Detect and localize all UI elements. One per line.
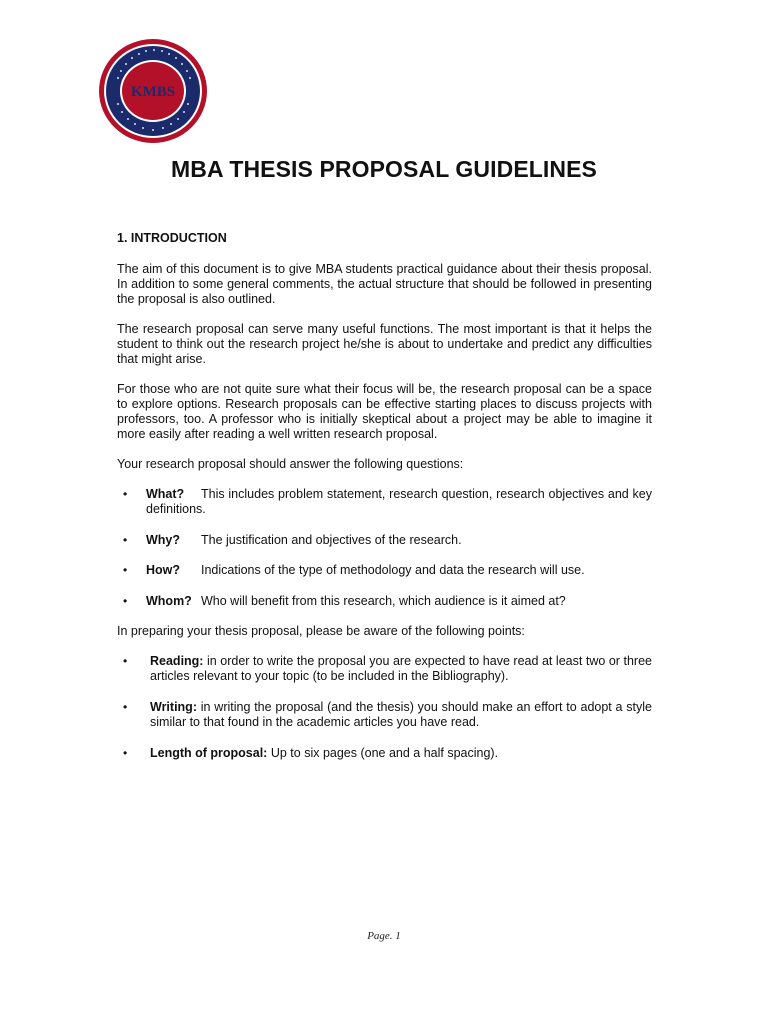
question-item-whom [117, 594, 652, 609]
point-item-reading [117, 654, 652, 684]
question-item-why [117, 533, 652, 548]
question-text: The justification and objectives of the research. [201, 533, 462, 547]
point-item-writing [117, 700, 652, 730]
bullet-icon: • [123, 700, 128, 714]
paragraph-3: For those who are not quite sure what their focus will be, the research proposal can be a space to explore options. Research proposals can be effective starting places to discuss projects with professors, too. A professor who is initially skeptical about a project may be able to imagine it more easily after reading a well written research proposal. [117, 382, 652, 441]
bullet-icon: • [123, 594, 128, 608]
paragraph-2: The research proposal can serve many useful functions. The most important is that it helps the student to think out the research project he/she is about to undertake and predict any difficulties that might arise. [117, 322, 652, 366]
bullet-icon: • [123, 746, 128, 760]
point-text: in writing the proposal (and the thesis) you should make an effort to adopt a style similar to that found in the academic articles you have read. [150, 700, 652, 729]
question-key: Whom? [146, 594, 192, 608]
question-item-what [117, 487, 652, 517]
paragraph-4: Your research proposal should answer the following questions: [117, 457, 464, 471]
logo-text: KMBS [130, 84, 176, 100]
question-item-how [117, 563, 652, 578]
question-text: Who will benefit from this research, which audience is it aimed at? [201, 594, 566, 608]
page-number: Page. 1 [367, 930, 401, 942]
question-key: What? [146, 487, 185, 501]
question-key: How? [146, 563, 181, 577]
bullet-icon: • [123, 563, 128, 577]
section-heading: 1. INTRODUCTION [117, 231, 227, 245]
point-key: Length of proposal: [150, 746, 268, 760]
point-key: Writing: [150, 700, 197, 714]
point-text: Up to six pages (one and a half spacing). [270, 746, 499, 760]
point-key: Reading: [150, 654, 204, 668]
bullet-icon: • [123, 487, 128, 501]
points-intro: In preparing your thesis proposal, please be aware of the following points: [117, 624, 525, 638]
bullet-icon: • [123, 654, 128, 668]
point-text: in order to write the proposal you are expected to have read at least two or three articles relevant to your topic (to be included in the Bibliography). [150, 654, 652, 683]
question-key: Why? [146, 533, 181, 547]
paragraph-1: The aim of this document is to give MBA students practical guidance about their thesis proposal. In addition to some general comments, the actual structure that should be followed in presenting the proposal is also outlined. [117, 262, 652, 306]
question-text: This includes problem statement, research question, research objectives and key definitions. [146, 487, 652, 516]
document-title: MBA THESIS PROPOSAL GUIDELINES [171, 156, 597, 182]
question-text: Indications of the type of methodology and data the research will use. [201, 563, 585, 577]
bullet-icon: • [123, 533, 128, 547]
point-item-length [117, 746, 652, 761]
kmbs-logo [98, 38, 208, 144]
